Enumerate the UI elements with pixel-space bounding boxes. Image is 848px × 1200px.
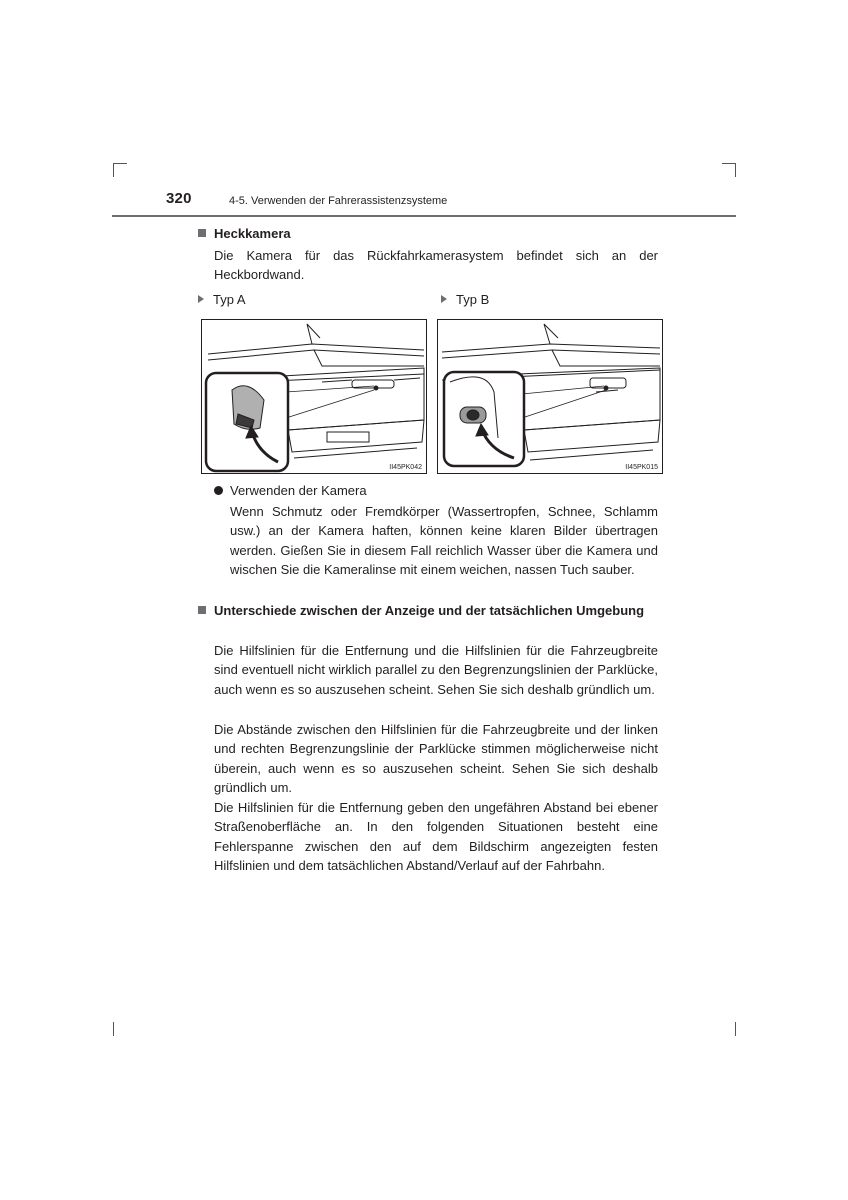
figure-typ-b	[437, 319, 663, 474]
crop-mark-top-right-v	[735, 163, 736, 177]
crop-mark-bottom-left	[113, 1022, 114, 1036]
typ-b-text: Typ B	[456, 292, 490, 307]
figure-typ-a	[201, 319, 427, 474]
page-number: 320	[166, 190, 192, 207]
bullet-label: Verwenden der Kamera	[230, 483, 367, 498]
figure-a-code: II45PK042	[389, 464, 422, 471]
crop-mark-top-right-h	[722, 163, 736, 164]
heading-heckkamera	[198, 224, 660, 243]
typ-a-label	[198, 292, 246, 308]
unterschiede-paragraph-2: Die Abstände zwischen den Hilfslinien für die Fahrzeugbreite und der linken und rechten Begrenzungslinie der Parklücke stimmen möglicherweise nicht überein, auch wenn es so auszusehen scheint. Sehen Sie sich deshalb gründlich um.	[214, 722, 658, 796]
bullet-verwenden-der-kamera	[214, 482, 367, 500]
round-bullet-icon	[214, 486, 223, 495]
square-bullet-icon	[198, 606, 206, 614]
triangle-bullet-icon	[198, 295, 204, 303]
tailgate-camera-illustration-a	[202, 320, 428, 475]
unterschiede-paragraph-1: Die Hilfslinien für die Entfernung und die Hilfslinien für die Fahrzeugbreite sind eventuell nicht wirklich parallel zu den Begrenzungslinien der Parklücke, auch wenn es so auszusehen scheint. Sehen Sie sich deshalb gründlich um.	[214, 643, 658, 697]
typ-b-label	[441, 292, 489, 308]
crop-mark-bottom-right	[735, 1022, 736, 1036]
bullet-text: Wenn Schmutz oder Fremdkörper (Wassertropfen, Schnee, Schlamm usw.) an der Kamera haften, können keine klaren Bilder übertragen werden. Gießen Sie in diesem Fall reichlich Wasser über die Kamera und wischen Sie die Kameralinse mit einem weichen, nassen Tuch sauber.	[230, 504, 658, 578]
tailgate-camera-illustration-b	[438, 320, 664, 475]
heading-unterschiede-text: Unterschiede zwischen der Anzeige und der tatsächlichen Umgebung	[214, 603, 645, 618]
crop-mark-top-left-v	[113, 163, 114, 177]
heading-unterschiede	[198, 601, 660, 620]
typ-a-text: Typ A	[213, 292, 246, 307]
triangle-bullet-icon	[441, 295, 447, 303]
crop-mark-top-left-h	[113, 163, 127, 164]
header-rule	[112, 215, 736, 217]
section-title: 4-5. Verwenden der Fahrerassistenzsysteme	[229, 195, 448, 207]
heckkamera-text: Die Kamera für das Rückfahrkamerasystem befindet sich an der Heckbordwand.	[214, 248, 658, 283]
unterschiede-paragraph-3: Die Hilfslinien für die Entfernung geben den ungefähren Abstand bei ebener Straßenoberfläche an. In den folgenden Situationen besteht eine Fehlerspanne zwischen den auf dem Bildschirm angezeigten festen Hilfslinien und dem tatsächlichen Abstand/Verlauf auf der Fahrbahn.	[214, 800, 658, 874]
figure-b-code: II45PK015	[625, 464, 658, 471]
heading-heckkamera-text: Heckkamera	[214, 226, 291, 241]
square-bullet-icon	[198, 229, 206, 237]
